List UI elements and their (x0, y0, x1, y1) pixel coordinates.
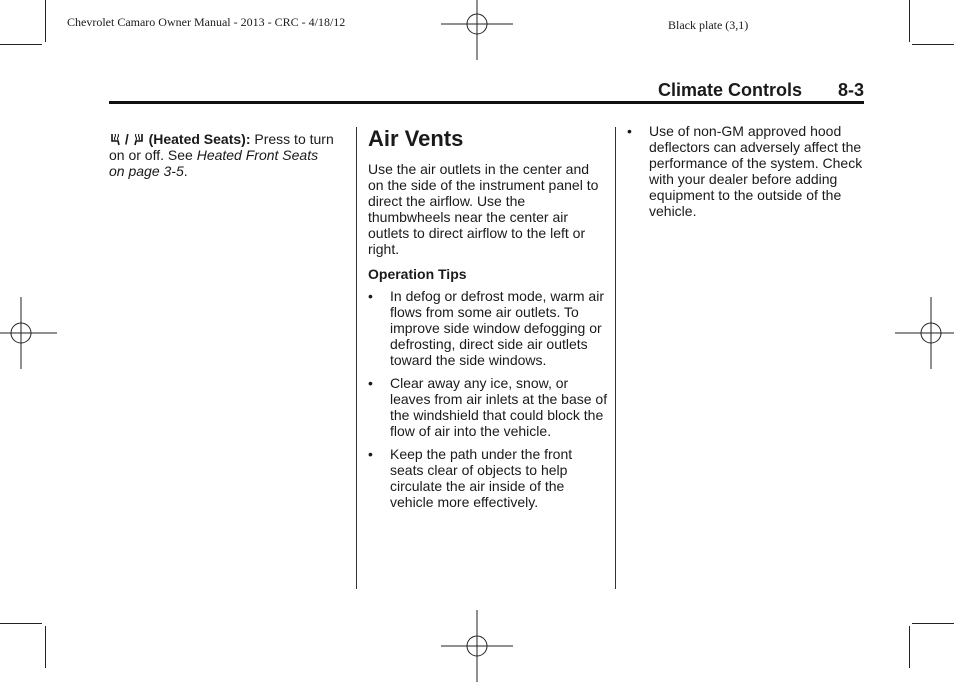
plate-info-left: Chevrolet Camaro Owner Manual - 2013 - CRC - 4/18/12 (67, 15, 346, 29)
bullet-glyph: • (368, 375, 373, 391)
sentence-end: . (183, 163, 188, 179)
bullet-glyph: • (368, 446, 373, 462)
crop-mark-top-right-h (912, 44, 954, 45)
heated-seats-text: Press to turn on or off. See (109, 131, 334, 163)
bullet-text: Keep the path under the front seats clear of objects to help circulate the air inside of the vehicle more effectively. (390, 446, 573, 510)
air-vents-intro: Use the air outlets in the center and on the side of the instrument panel to direct the airflow. Use the thumbwheels near the center air outlets to direct airflow to the left or right. (368, 161, 599, 257)
registration-crosshair-icon (895, 297, 954, 369)
list-item (368, 375, 608, 439)
list-item (627, 123, 867, 219)
crop-mark-top-right-v (909, 0, 910, 42)
crop-mark-bottom-right-v (909, 626, 910, 668)
bullet-glyph: • (368, 288, 373, 304)
bullet-text: In defog or defrost mode, warm air flows from some air outlets. To improve side window defogging or defrosting, direct side air outlets toward the side windows. (390, 288, 604, 368)
air-vents-section (368, 127, 608, 517)
air-vents-title: Air Vents (368, 126, 464, 151)
registration-crosshair-icon (441, 610, 513, 682)
bullet-text: Use of non-GM approved hood deflectors can adversely affect the performance of the system. Check with your dealer before adding equipment to the outside of the vehicle. (649, 123, 863, 219)
crop-mark-bottom-right-h (912, 623, 954, 624)
column-divider (615, 127, 616, 589)
column-divider (356, 127, 357, 589)
page-number: 8-3 (838, 80, 865, 100)
crop-mark-top-left-h (0, 44, 42, 45)
operation-tips-heading: Operation Tips (368, 266, 467, 282)
list-item (368, 446, 608, 510)
icon-separator: / (124, 131, 129, 147)
plate-info-right: Black plate (3,1) (668, 18, 749, 32)
registration-crosshair-icon (441, 0, 513, 60)
heated-seats-paragraph (109, 131, 337, 179)
heated-seats-reference: Heated Front Seats on page 3-5 (109, 147, 319, 179)
crop-mark-bottom-left-h (0, 623, 42, 624)
heated-seat-icon (109, 133, 121, 146)
crop-mark-bottom-left-v (45, 626, 46, 668)
hood-deflector-note (627, 123, 867, 226)
section-title: Climate Controls (658, 80, 803, 100)
crop-mark-top-left-v (45, 0, 46, 42)
list-item (368, 288, 608, 368)
heated-seats-label: (Heated Seats): (148, 131, 251, 147)
bullet-text: Clear away any ice, snow, or leaves from air inlets at the base of the windshield that could block the flow of air into the vehicle. (390, 375, 608, 439)
registration-crosshair-icon (0, 297, 57, 369)
header-rule (109, 101, 864, 104)
bullet-glyph: • (627, 123, 632, 139)
heated-seat-icon (133, 133, 145, 146)
